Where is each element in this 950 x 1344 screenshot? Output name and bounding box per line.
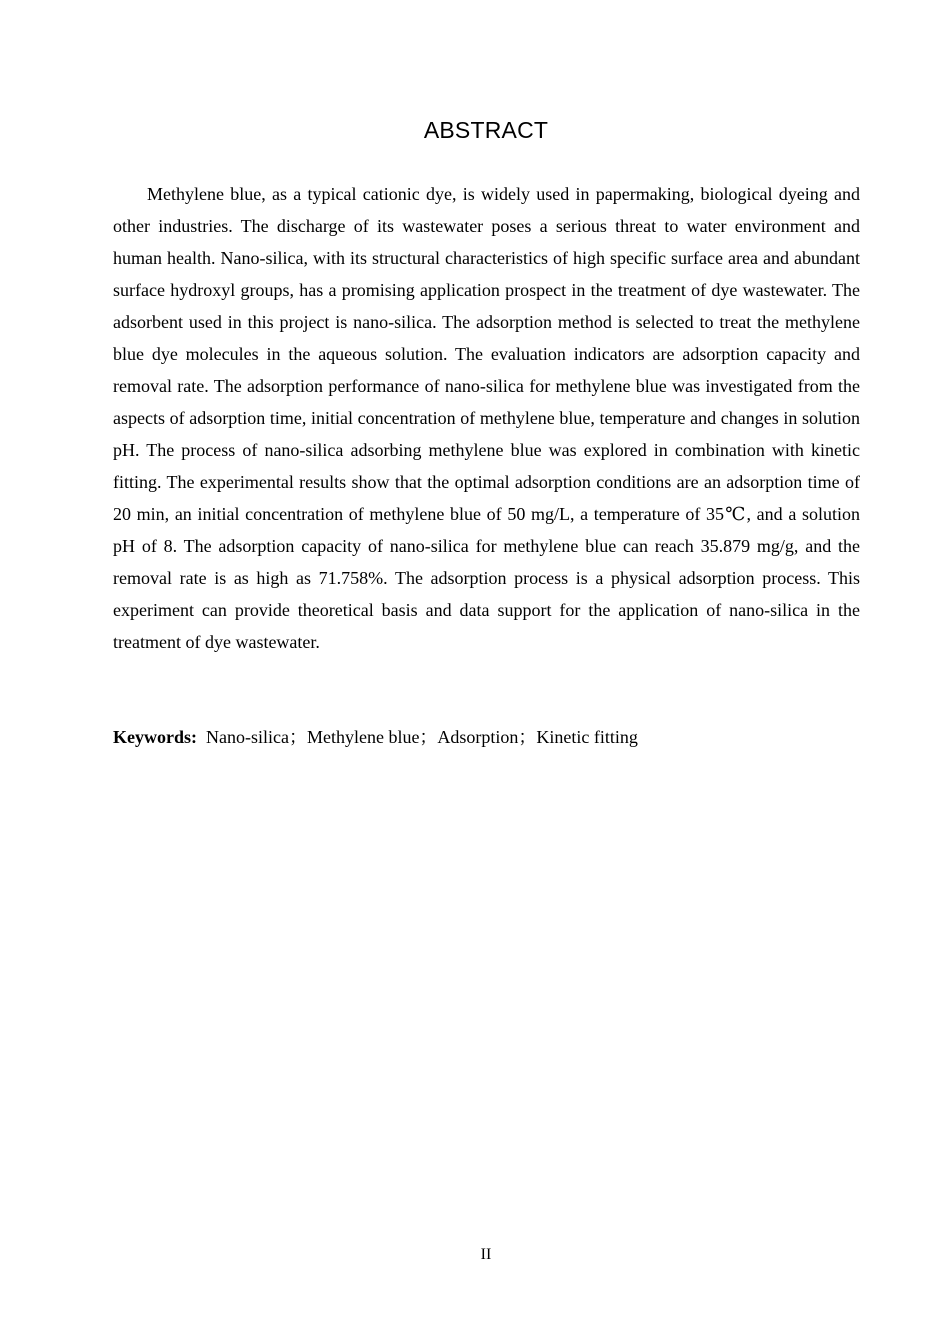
page-number: II	[480, 1246, 492, 1263]
keywords-label: Keywords:	[113, 727, 197, 747]
keywords-line	[113, 722, 860, 752]
abstract-paragraph: Methylene blue, as a typical cationic dye, is widely used in papermaking, biological dyeing and other industries. The discharge of its wastewater poses a serious threat to water environment and human health. Nano-silica, with its structural characteristics of high specific surface area and abundant surface hydroxyl groups, has a promising application prospect in the treatment of dye wastewater. The adsorbent used in this project is nano-silica. The adsorption method is selected to treat the methylene blue dye molecules in the aqueous solution. The evaluation indicators are adsorption capacity and removal rate. The adsorption performance of nano-silica for methylene blue was investigated from the aspects of adsorption time, initial concentration of methylene blue, temperature and changes in solution pH. The process of nano-silica adsorbing methylene blue was explored in combination with kinetic fitting. The experimental results show that the optimal adsorption conditions are an adsorption time of 20 min, an initial concentration of methylene blue of 50 mg/L, a temperature of 35℃, and a solution pH of 8. The adsorption capacity of nano-silica for methylene blue can reach 35.879 mg/g, and the removal rate is as high as 71.758%. The adsorption process is a physical adsorption process. This experiment can provide theoretical basis and data support for the application of nano-silica in the treatment of dye wastewater.	[113, 184, 860, 652]
abstract-title: ABSTRACT	[423, 117, 549, 143]
keywords-list: Nano-silica；Methylene blue；Adsorption；Kinetic fitting	[206, 727, 638, 747]
